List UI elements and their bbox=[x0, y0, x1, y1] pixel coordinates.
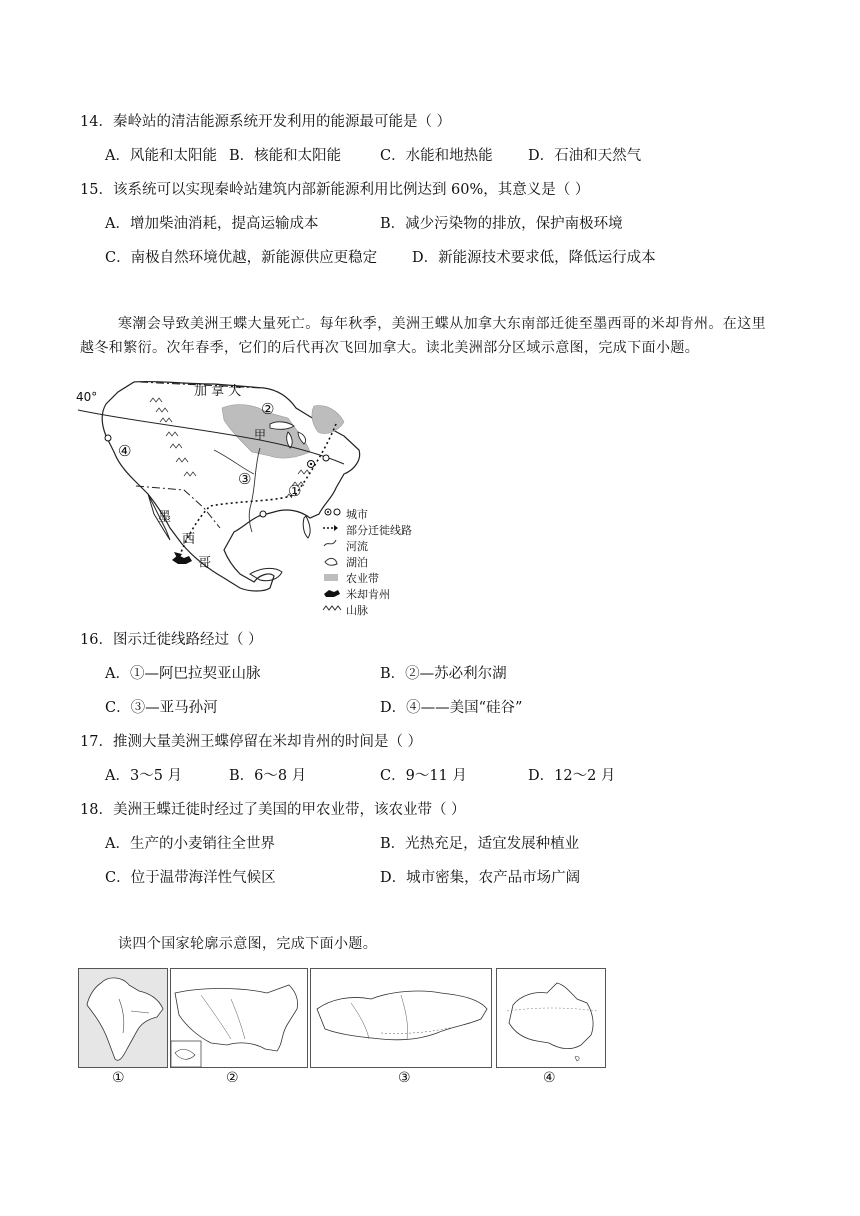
city-marker bbox=[260, 511, 266, 517]
q16-stem: 16．图示迁徙线路经过（ ） bbox=[80, 632, 263, 648]
india-outline-svg bbox=[79, 969, 167, 1067]
q18-option-c[interactable]: C．位于温带海洋性气候区 bbox=[105, 870, 276, 886]
mexico-label-1: 墨 bbox=[158, 510, 172, 525]
q16-option-c[interactable]: C．③—亚马孙河 bbox=[105, 700, 218, 716]
jia-label: 甲 bbox=[254, 428, 267, 442]
mexico-label-2: 西 bbox=[182, 532, 196, 547]
country-map-2 bbox=[170, 968, 308, 1068]
latitude-label: 40° bbox=[76, 390, 98, 404]
legend-symbols bbox=[322, 506, 344, 614]
legend-city: 城市 bbox=[346, 508, 368, 521]
legend-agri: 农业带 bbox=[346, 572, 379, 585]
australia-outline-svg bbox=[497, 969, 605, 1067]
q15-option-b[interactable]: B．减少污染物的排放，保护南极环境 bbox=[380, 216, 623, 232]
marker-3: ③ bbox=[238, 470, 252, 488]
q15-option-d[interactable]: D．新能源技术要求低，降低运行成本 bbox=[412, 250, 656, 266]
city-marker-dot bbox=[310, 463, 312, 465]
legend-lake-symbol bbox=[325, 558, 337, 565]
q18-stem: 18．美洲王蝶迁徙时经过了美国的甲农业带，该农业带（ ） bbox=[80, 802, 466, 818]
marker-4: ④ bbox=[118, 442, 132, 460]
q18-option-b[interactable]: B．光热充足，适宜发展种植业 bbox=[380, 836, 580, 852]
q17-option-d[interactable]: D．12～2 月 bbox=[528, 768, 616, 784]
agricultural-belt-east bbox=[312, 406, 344, 434]
mexico-label-3: 哥 bbox=[198, 556, 212, 571]
mississippi-river bbox=[249, 448, 260, 532]
canada-label: 加 拿 大 bbox=[194, 384, 242, 399]
country-map-3 bbox=[310, 968, 492, 1068]
legend-route: 部分迁徙线路 bbox=[346, 524, 412, 537]
q17-option-c[interactable]: C．9～11 月 bbox=[380, 768, 467, 784]
legend-river-symbol bbox=[324, 540, 336, 546]
q14-option-d[interactable]: D．石油和天然气 bbox=[528, 148, 642, 164]
caption-1: ① bbox=[112, 1070, 125, 1086]
q15-option-a[interactable]: A．增加柴油消耗，提高运输成本 bbox=[105, 216, 319, 232]
legend-mountain-symbol bbox=[323, 606, 341, 610]
q17-option-b[interactable]: B．6～8 月 bbox=[229, 768, 307, 784]
q15-stem: 15．该系统可以实现秦岭站建筑内部新能源利用比例达到 60%，其意义是（ ） bbox=[80, 182, 590, 198]
legend-lake: 湖泊 bbox=[346, 556, 368, 569]
map-legend bbox=[322, 506, 442, 616]
q14-option-a[interactable]: A．风能和太阳能 bbox=[105, 148, 217, 164]
caption-2: ② bbox=[226, 1070, 239, 1086]
city-marker bbox=[105, 435, 111, 441]
q14-option-c[interactable]: C．水能和地热能 bbox=[380, 148, 493, 164]
q16-option-a[interactable]: A．①—阿巴拉契亚山脉 bbox=[105, 666, 261, 682]
q17-stem: 17．推测大量美洲王蝶停留在米却肯州的时间是（ ） bbox=[80, 734, 423, 750]
legend-river: 河流 bbox=[346, 540, 368, 553]
country-map-1 bbox=[78, 968, 168, 1068]
country-map-4 bbox=[496, 968, 606, 1068]
q15-option-c[interactable]: C．南极自然环境优越，新能源供应更稳定 bbox=[105, 250, 378, 266]
russia-outline-svg bbox=[311, 969, 491, 1067]
caption-4: ④ bbox=[543, 1070, 556, 1086]
caption-3: ③ bbox=[398, 1070, 411, 1086]
australia-shape bbox=[509, 983, 593, 1049]
legend-michoacan-symbol bbox=[324, 590, 340, 597]
marker-2: ② bbox=[261, 400, 275, 418]
q14-option-b[interactable]: B．核能和太阳能 bbox=[229, 148, 342, 164]
usa-outline-svg bbox=[171, 969, 307, 1067]
q14-stem: 14．秦岭站的清洁能源系统开发利用的能源最可能是（ ） bbox=[80, 114, 452, 130]
q16-option-d[interactable]: D．④——美国“硅谷” bbox=[380, 700, 523, 716]
passage-monarch: 寒潮会导致美洲王蝶大量死亡。每年秋季，美洲王蝶从加拿大东南部迁徙至墨西哥的米却肯州。在这里越冬和繁衍。次年春季，它们的后代再次飞回加拿大。读北美洲部分区域示意图，完成下面小题。 bbox=[80, 316, 766, 356]
legend-mountain: 山脉 bbox=[346, 604, 368, 617]
q18-option-a[interactable]: A．生产的小麦销往全世界 bbox=[105, 836, 275, 852]
legend-michoacan: 米却肯州 bbox=[346, 588, 390, 601]
q16-option-b[interactable]: B．②—苏必利尔湖 bbox=[380, 666, 507, 682]
q17-option-a[interactable]: A．3～5 月 bbox=[105, 768, 183, 784]
michoacan-state bbox=[172, 555, 192, 564]
city-marker bbox=[323, 455, 329, 461]
marker-1: ① bbox=[288, 482, 302, 500]
passage-countries: 读四个国家轮廓示意图，完成下面小题。 bbox=[118, 936, 378, 952]
florida-peninsula bbox=[303, 516, 310, 538]
legend-agri-symbol bbox=[324, 574, 338, 581]
q18-option-d[interactable]: D．城市密集，农产品市场广阔 bbox=[380, 870, 581, 886]
rocky-mountains bbox=[150, 398, 196, 476]
tasmania bbox=[575, 1056, 579, 1061]
us-mexico-border bbox=[136, 486, 220, 528]
